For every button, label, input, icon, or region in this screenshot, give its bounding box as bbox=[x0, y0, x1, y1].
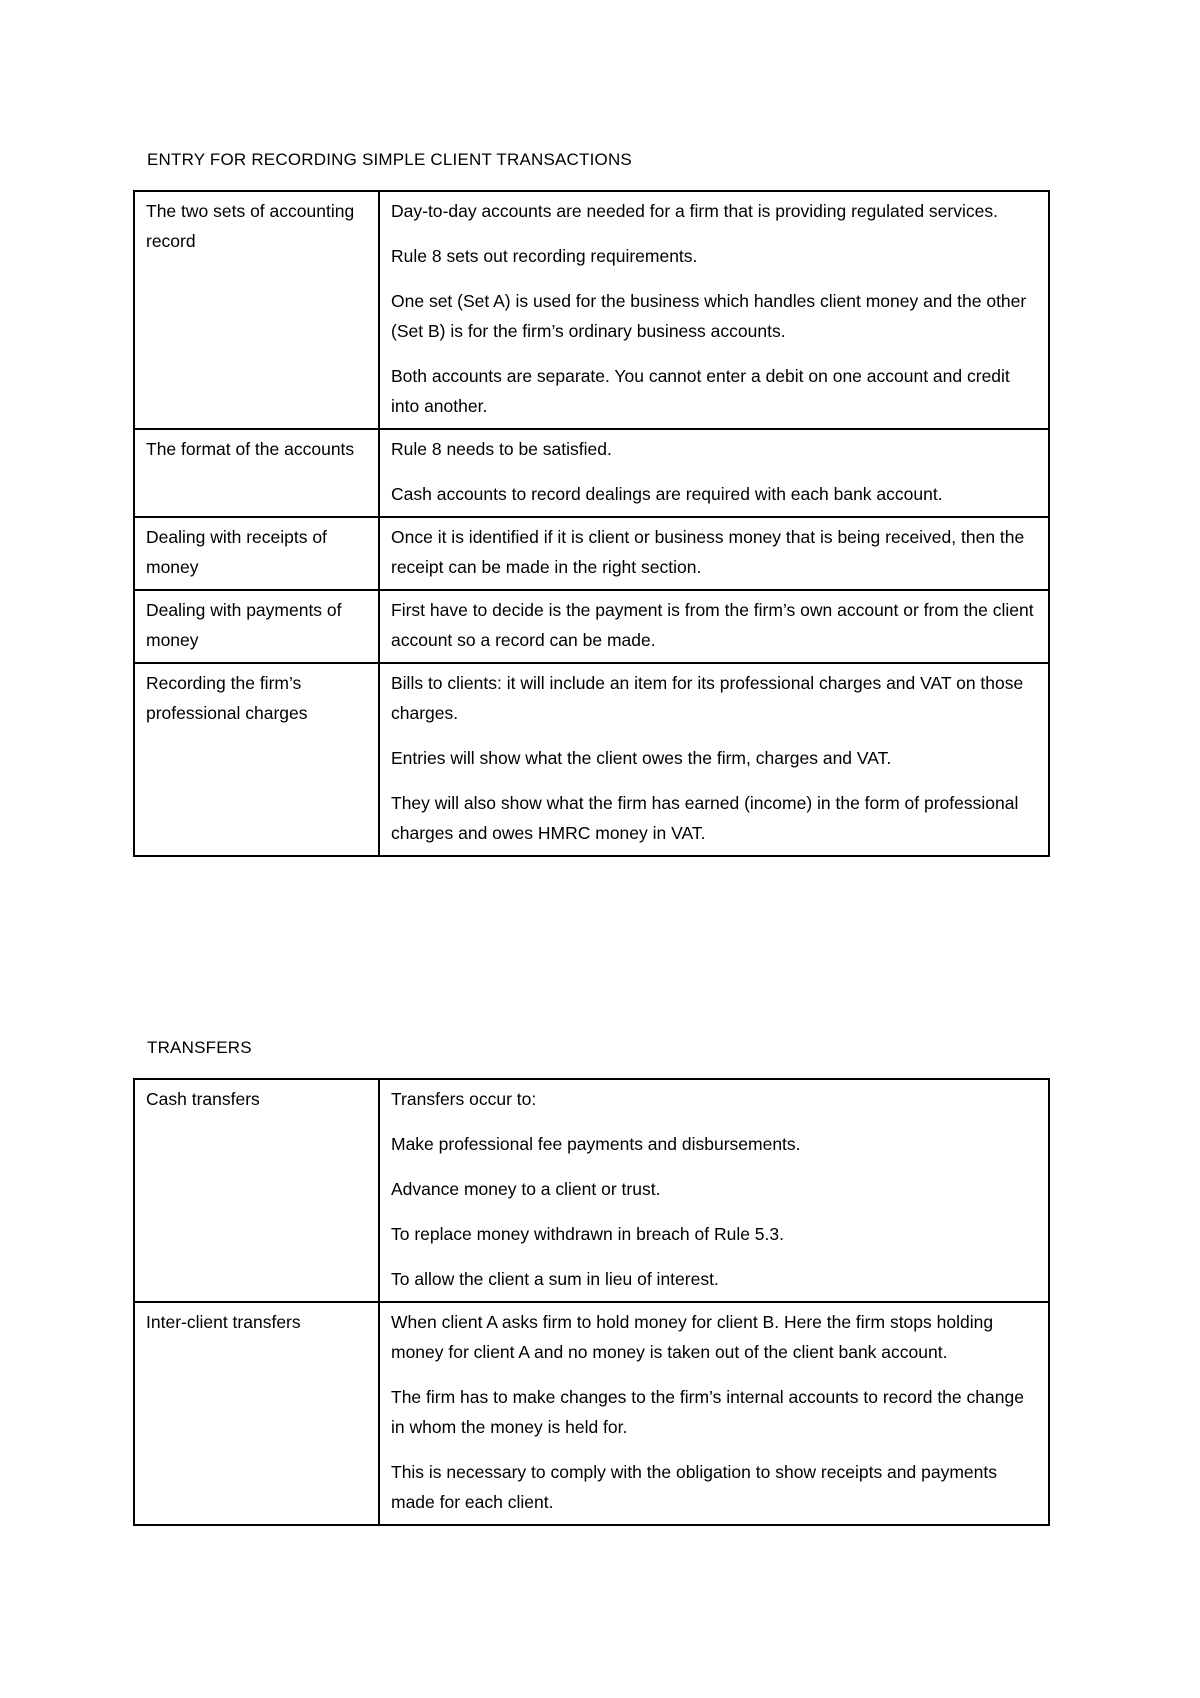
row-content bbox=[379, 1302, 1049, 1525]
paragraph: Once it is identified if it is client or business money that is being received, then the receipt can be made in the right section. bbox=[391, 527, 1025, 577]
paragraph: Day-to-day accounts are needed for a firm that is providing regulated services. bbox=[391, 201, 998, 221]
row-content bbox=[379, 590, 1049, 663]
paragraph: Transfers occur to: bbox=[391, 1089, 537, 1109]
paragraph: Bills to clients: it will include an item for its professional charges and VAT on those charges. bbox=[391, 673, 1024, 723]
paragraph: When client A asks firm to hold money for client B. Here the firm stops holding money for client A and no money is taken out of the client bank account. bbox=[391, 1312, 994, 1362]
row-label: Recording the firm’s professional charges bbox=[134, 663, 379, 856]
row-label: Inter-client transfers bbox=[134, 1302, 379, 1525]
paragraph: One set (Set A) is used for the business which handles client money and the other (Set B) is for the firm’s ordinary business accounts. bbox=[391, 291, 1027, 341]
row-label: The two sets of accounting record bbox=[134, 191, 379, 429]
row-content bbox=[379, 663, 1049, 856]
table-row bbox=[134, 191, 1049, 429]
paragraph: They will also show what the firm has earned (income) in the form of professional charges and owes HMRC money in VAT. bbox=[391, 793, 1019, 843]
transactions-table bbox=[133, 190, 1050, 857]
paragraph: This is necessary to comply with the obligation to show receipts and payments made for each client. bbox=[391, 1462, 997, 1512]
table-row bbox=[134, 517, 1049, 590]
row-content bbox=[379, 429, 1049, 517]
paragraph: To replace money withdrawn in breach of Rule 5.3. bbox=[391, 1224, 784, 1244]
paragraph: To allow the client a sum in lieu of interest. bbox=[391, 1269, 719, 1289]
table-row bbox=[134, 1079, 1049, 1302]
row-label: Dealing with receipts of money bbox=[134, 517, 379, 590]
table-row bbox=[134, 429, 1049, 517]
transfers-table bbox=[133, 1078, 1050, 1526]
row-label: Dealing with payments of money bbox=[134, 590, 379, 663]
table-row bbox=[134, 663, 1049, 856]
row-content bbox=[379, 191, 1049, 429]
paragraph: Make professional fee payments and disbursements. bbox=[391, 1134, 801, 1154]
row-label: The format of the accounts bbox=[134, 429, 379, 517]
section-title: TRANSFERS bbox=[147, 1038, 252, 1057]
row-label: Cash transfers bbox=[134, 1079, 379, 1302]
paragraph: Entries will show what the client owes the firm, charges and VAT. bbox=[391, 748, 892, 768]
paragraph: Advance money to a client or trust. bbox=[391, 1179, 661, 1199]
row-content bbox=[379, 517, 1049, 590]
paragraph: Cash accounts to record dealings are required with each bank account. bbox=[391, 484, 943, 504]
row-content bbox=[379, 1079, 1049, 1302]
table-row bbox=[134, 590, 1049, 663]
paragraph: Rule 8 needs to be satisfied. bbox=[391, 439, 612, 459]
paragraph: Rule 8 sets out recording requirements. bbox=[391, 246, 698, 266]
paragraph: First have to decide is the payment is from the firm’s own account or from the client account so a record can be made. bbox=[391, 600, 1034, 650]
paragraph: Both accounts are separate. You cannot enter a debit on one account and credit into another. bbox=[391, 366, 1010, 416]
table-row bbox=[134, 1302, 1049, 1525]
paragraph: The firm has to make changes to the firm’s internal accounts to record the change in whom the money is held for. bbox=[391, 1387, 1024, 1437]
section-title: ENTRY FOR RECORDING SIMPLE CLIENT TRANSACTIONS bbox=[147, 150, 632, 169]
